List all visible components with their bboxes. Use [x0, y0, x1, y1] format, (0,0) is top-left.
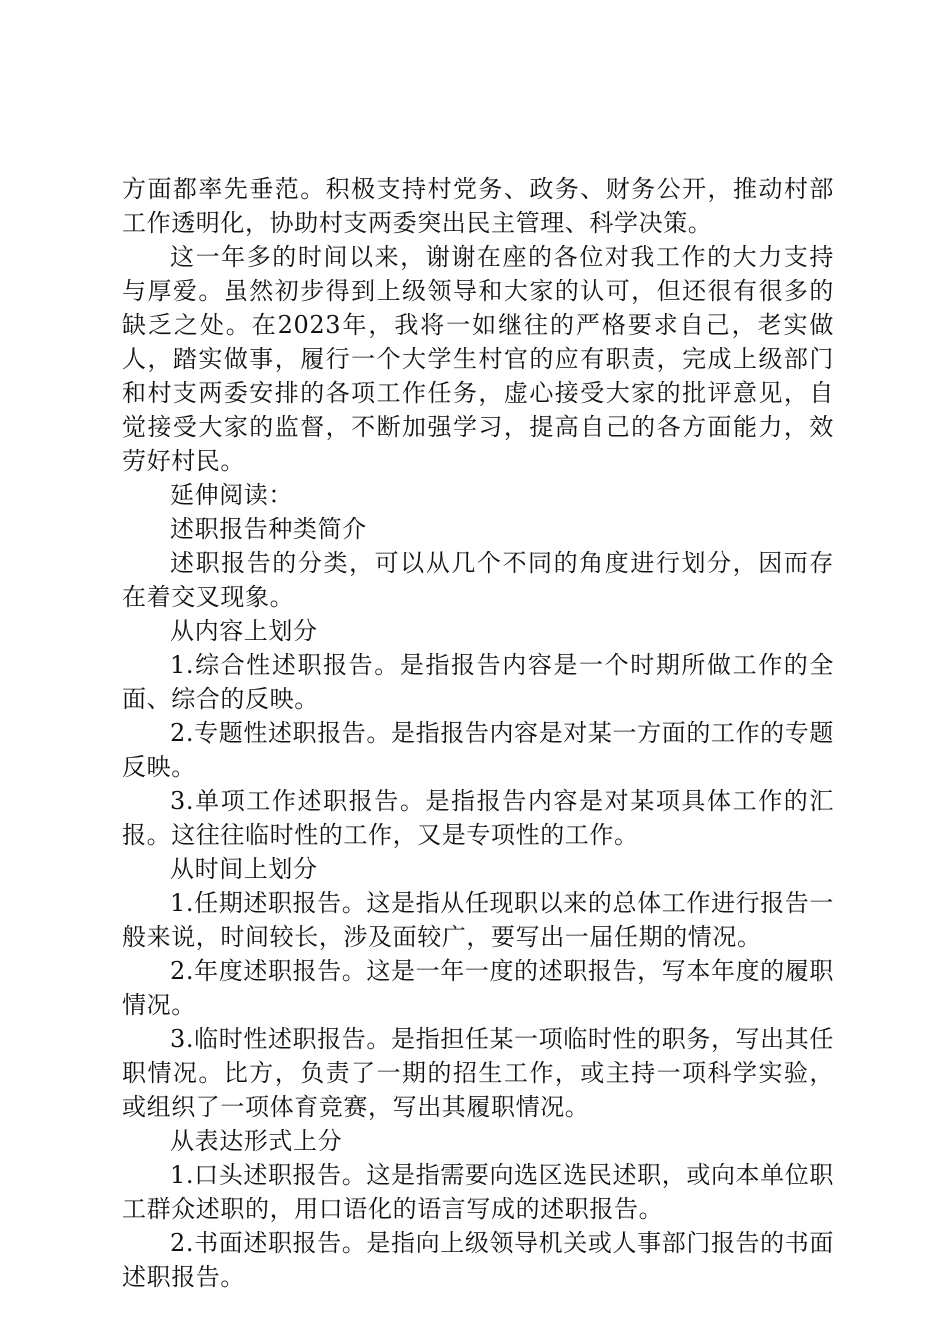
list-item: 1.综合性述职报告。是指报告内容是一个时期所做工作的全面、综合的反映。 [122, 651, 834, 713]
document-body [122, 172, 834, 1294]
extended-reading-label: 延伸阅读： [170, 481, 293, 509]
section-heading-types: 述职报告种类简介 [170, 515, 367, 543]
list-item: 2.年度述职报告。这是一年一度的述职报告，写本年度的履职情况。 [122, 957, 834, 1019]
list-item: 3.临时性述职报告。是指担任某一项临时性的职务，写出其任职情况。比方，负责了一期的招生工作，或主持一项科学实验，或组织了一项体育竞赛，写出其履职情况。 [122, 1025, 834, 1121]
paragraph-classification: 述职报告的分类，可以从几个不同的角度进行划分，因而存在着交叉现象。 [122, 549, 834, 611]
list-item: 1.任期述职报告。这是指从任现职以来的总体工作进行报告一般来说，时间较长，涉及面较广，要写出一届任期的情况。 [122, 889, 834, 951]
list-item: 1.口头述职报告。这是指需要向选区选民述职，或向本单位职工群众述职的，用口语化的语言写成的述职报告。 [122, 1161, 834, 1223]
list-item: 2.书面述职报告。是指向上级领导机关或人事部门报告的书面述职报告。 [122, 1229, 834, 1291]
paragraph-continuation: 方面都率先垂范。积极支持村党务、政务、财务公开，推动村部工作透明化，协助村支两委突出民主管理、科学决策。 [122, 175, 834, 237]
subheading-by-time: 从时间上划分 [170, 855, 318, 883]
paragraph-thanks: 这一年多的时间以来，谢谢在座的各位对我工作的大力支持与厚爱。虽然初步得到上级领导和大家的认可，但还很有很多的缺乏之处。在2023年，我将一如继往的严格要求自己，老实做人，踏实做事，履行一个大学生村官的应有职责，完成上级部门和村支两委安排的各项工作任务，虚心接受大家的批评意见，自觉接受大家的监督，不断加强学习，提高自己的各方面能力，效劳好村民。 [122, 243, 834, 475]
subheading-by-form: 从表达形式上分 [170, 1127, 343, 1155]
list-item: 2.专题性述职报告。是指报告内容是对某一方面的工作的专题反映。 [122, 719, 834, 781]
subheading-by-content: 从内容上划分 [170, 617, 318, 645]
list-item: 3.单项工作述职报告。是指报告内容是对某项具体工作的汇报。这往往临时性的工作，又是专项性的工作。 [122, 787, 834, 849]
